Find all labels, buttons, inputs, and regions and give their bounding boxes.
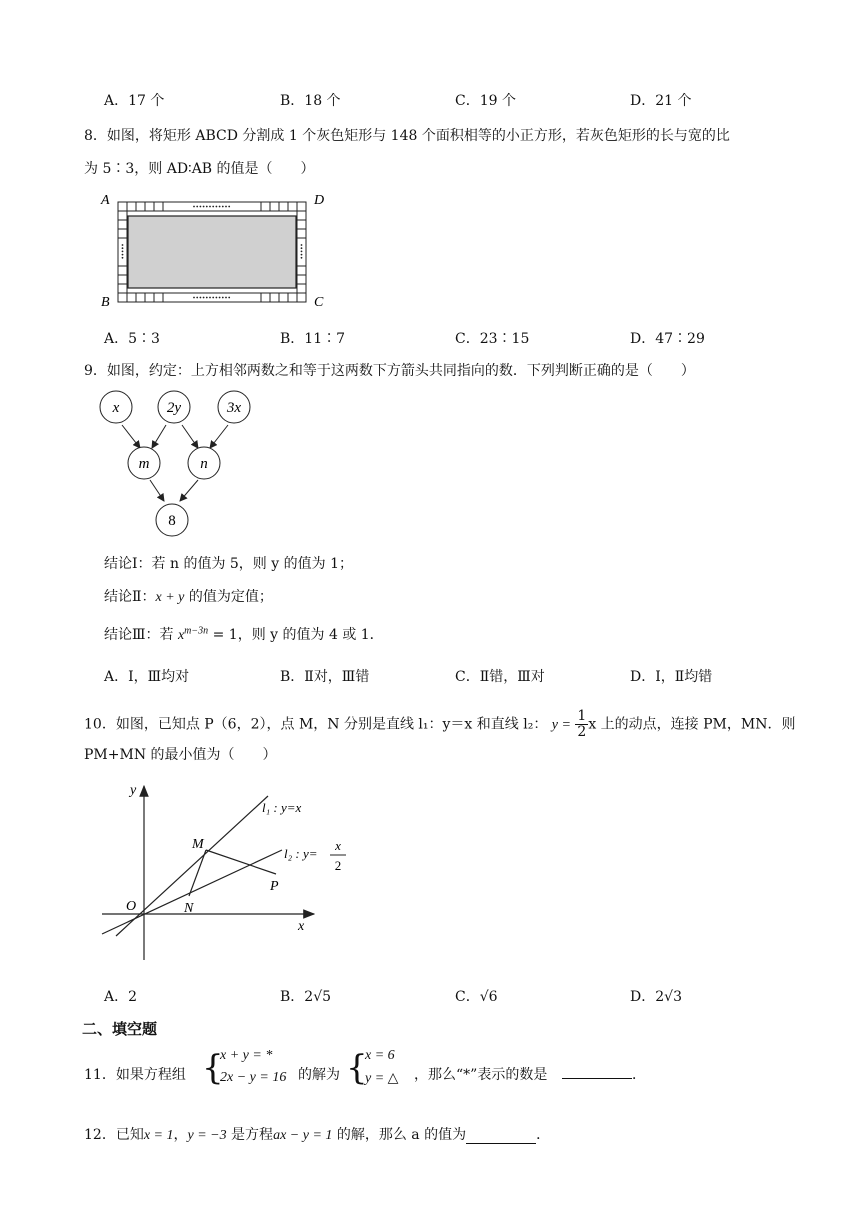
label-m: M [192,837,204,852]
node-8-label: 8 [168,513,176,529]
label-y: y [130,783,137,798]
tile [163,202,261,211]
tile [118,284,127,293]
dot [212,297,214,299]
dot [122,244,124,246]
q9-option-d: D．Ⅰ，Ⅱ均错 [630,669,713,685]
tile [118,202,127,211]
tile [297,293,306,302]
tile [297,266,306,275]
label-l1: l₁ : y=x [262,800,302,815]
tile [297,284,306,293]
tile [118,275,127,284]
dot [193,297,195,299]
label-n: N [184,901,194,916]
label-a: A [101,193,110,208]
tile [118,266,127,275]
q9-conclusion-3: 结论Ⅲ：若 $x^{m-3n} = 1$，则 y 的值为 4 或 1． [104,625,384,643]
node-n-label: n [200,456,208,472]
dot [203,297,205,299]
q8-stem-line1: 8．如图，将矩形 ABCD 分割成 1 个灰色矩形与 148 个面积相等的小正方形，若灰色矩形的长与宽的比 [84,128,730,144]
tile [154,293,163,302]
q9-conclusion-1: 结论Ⅰ：若 n 的值为 5，则 y 的值为 1； [104,556,353,572]
dot [122,247,124,249]
tile [136,202,145,211]
q10-coordinate-figure [98,778,360,964]
dot [222,206,224,208]
label-p: P [270,879,279,894]
segment-pm [206,850,276,874]
tile [118,220,127,229]
tile [163,293,261,302]
dot [196,206,198,208]
q10-stem-line1: 10．如图，已知点 P（6，2），点 M，N 分别是直线 l₁：y＝x 和直线 l₂： y = $\frac{1}{2}$ x 上的动点，连接 PM，MN．则 [84,708,796,740]
q9-option-a: A．Ⅰ，Ⅲ均对 [104,669,190,685]
dot [206,297,208,299]
node-x-label: x [112,400,120,416]
tile [279,202,288,211]
tile [118,293,127,302]
dot [301,251,303,253]
tile [297,275,306,284]
dot [222,297,224,299]
dot [301,244,303,246]
label-l2: l₂ : y= [284,846,318,861]
label-l2-den: 2 [334,858,342,873]
dot [225,206,227,208]
q8-stem-line2: 为 5∶3，则 AD∶AB 的值是（ ） [84,161,315,177]
label-o: O [126,899,137,914]
dot [209,297,211,299]
q8-rectangle-figure [98,188,334,312]
label-c: C [314,295,324,310]
tile [297,211,306,220]
dot [196,297,198,299]
tile [145,293,154,302]
tile [145,202,154,211]
dot [301,257,303,259]
tile [297,229,306,238]
dot [219,206,221,208]
q7-option-a: A．17 个 [104,93,165,109]
tile [136,293,145,302]
node-3x-label: 3x [226,400,242,416]
dot [209,206,211,208]
dot [200,297,202,299]
tile [288,202,297,211]
dot [301,247,303,249]
q10-option-a: A．2 [104,989,138,1005]
q9-tree-diagram [96,388,256,540]
dot [200,206,202,208]
tile [297,220,306,229]
dot [122,251,124,253]
tile [154,202,163,211]
dot [219,297,221,299]
tile [261,202,270,211]
q10-option-c: C．√6 [455,989,498,1005]
dot [216,206,218,208]
dot [228,206,230,208]
section-title: 二、填空题 [82,1020,158,1038]
q12: 12．已知x = 1，y = −3 是方程ax − y = 1 的解，那么 a 的值为 ． [84,1127,551,1143]
q9-option-b: B．Ⅱ对，Ⅲ错 [280,669,370,685]
q8-option-a: A．5∶3 [104,331,160,347]
label-d: D [314,193,325,208]
tile [118,211,127,220]
tile [270,202,279,211]
dot [228,297,230,299]
label-b: B [101,295,110,310]
q9-conclusion-2: 结论Ⅱ：x + y 的值为定值； [104,589,273,605]
dot [206,206,208,208]
q9-stem: 9．如图，约定：上方相邻两数之和等于这两数下方箭头共同指向的数．下列判断正确的是（ ） [84,363,695,379]
node-2y-label: 2y [166,400,182,416]
tile [279,293,288,302]
q10-option-d: D．2√3 [630,989,682,1005]
dot [122,257,124,259]
dot [203,206,205,208]
tile [127,202,136,211]
tile [288,293,297,302]
q8-option-b: B．11∶7 [280,331,346,347]
label-l2-num: x [335,838,341,853]
q8-option-d: D．47∶29 [630,331,705,347]
dot [212,206,214,208]
label-x: x [298,919,305,934]
dot [225,297,227,299]
tile [127,293,136,302]
q9-option-c: C．Ⅱ错，Ⅲ对 [455,669,545,685]
q7-option-c: C．19 个 [455,93,516,109]
node-m-label: m [138,456,150,472]
tile [297,202,306,211]
dot [122,254,124,256]
dot [193,206,195,208]
gray-rectangle [128,216,296,288]
q7-option-b: B．18 个 [280,93,341,109]
line-l2 [102,850,282,934]
dot [301,254,303,256]
q10-stem-line2: PM+MN 的最小值为（ ） [84,747,277,763]
tile [270,293,279,302]
tile [261,293,270,302]
q8-option-c: C．23∶15 [455,331,530,347]
q10-option-b: B．2√5 [280,989,332,1005]
tile [118,229,127,238]
dot [216,297,218,299]
q7-option-d: D．21 个 [630,93,692,109]
